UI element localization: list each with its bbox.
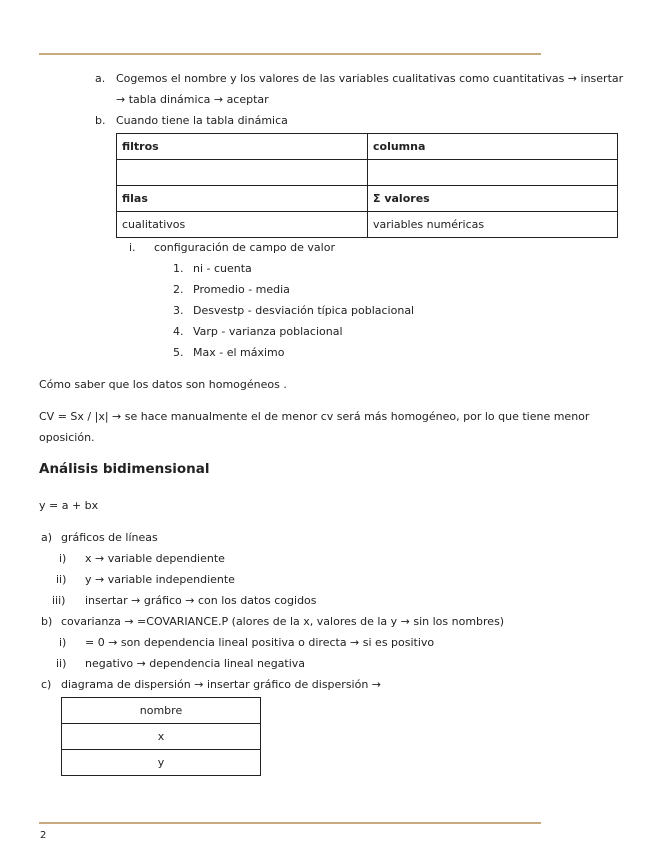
- config-item: ni - cuenta: [193, 262, 252, 275]
- config-item-marker: 4.: [173, 325, 184, 338]
- list-b-sub-marker: i): [59, 636, 67, 649]
- table-row: [62, 724, 261, 750]
- step-a-marker: a.: [95, 72, 106, 85]
- table-cell: [117, 160, 368, 186]
- table-row: [117, 212, 618, 238]
- list-a-sub: x → variable dependiente: [85, 552, 225, 565]
- pivot-table: [116, 133, 618, 238]
- list-c-text: diagrama de dispersión → insertar gráfico de dispersión →: [61, 678, 382, 691]
- table-row: [117, 160, 618, 186]
- config-item-marker: 3.: [173, 304, 184, 317]
- homogeneous-note: Cómo saber que los datos son homogéneos .: [39, 378, 287, 391]
- list-a-sub-marker: ii): [56, 573, 67, 586]
- config-item-marker: 1.: [173, 262, 184, 275]
- list-b-sub: negativo → dependencia lineal negativa: [85, 657, 306, 670]
- footer-rule: [39, 822, 541, 824]
- table-cell: [368, 160, 618, 186]
- table-cell: variables numéricas: [368, 212, 618, 238]
- list-a-sub-marker: i): [59, 552, 67, 565]
- step-a-text-cont: → tabla dinámica → aceptar: [116, 93, 269, 106]
- list-a-sub: insertar → gráfico → con los datos cogidos: [85, 594, 317, 607]
- table-row: [117, 134, 618, 160]
- table-row: [62, 698, 261, 724]
- config-item-marker: 2.: [173, 283, 184, 296]
- cv-line-1: CV = Sx / |x| → se hace manualmente el de menor cv será más homogéneo, por lo que tiene menor: [39, 410, 590, 423]
- list-a-sub: y → variable independiente: [85, 573, 235, 586]
- section-title: Análisis bidimensional: [39, 461, 210, 477]
- list-b-marker: b): [41, 615, 53, 628]
- config-item: Max - el máximo: [193, 346, 285, 359]
- table-cell: Σ valores: [368, 186, 618, 212]
- table-row: [62, 750, 261, 776]
- list-a-text: gráficos de líneas: [61, 531, 158, 544]
- step-b-marker: b.: [95, 114, 106, 127]
- table-cell: y: [62, 750, 261, 776]
- table-cell: columna: [368, 134, 618, 160]
- table-cell: nombre: [62, 698, 261, 724]
- step-a-text: Cogemos el nombre y los valores de las variables cualitativas como cuantitativas → insertar: [116, 72, 624, 85]
- step-b-text: Cuando tiene la tabla dinámica: [116, 114, 288, 127]
- list-c-marker: c): [41, 678, 52, 691]
- config-item: Varp - varianza poblacional: [193, 325, 343, 338]
- list-a-sub-marker: iii): [52, 594, 66, 607]
- config-item-marker: 5.: [173, 346, 184, 359]
- header-rule: [39, 53, 541, 55]
- cv-line-2: oposición.: [39, 431, 95, 444]
- config-text: configuración de campo de valor: [154, 241, 335, 254]
- list-a-marker: a): [41, 531, 53, 544]
- table-cell: filtros: [117, 134, 368, 160]
- config-item: Desvestp - desviación típica poblacional: [193, 304, 415, 317]
- small-table: [61, 697, 261, 776]
- page-number: 2: [40, 830, 47, 841]
- table-cell: filas: [117, 186, 368, 212]
- table-cell: x: [62, 724, 261, 750]
- list-b-sub: = 0 → son dependencia lineal positiva o directa → si es positivo: [85, 636, 435, 649]
- list-b-sub-marker: ii): [56, 657, 67, 670]
- formula: y = a + bx: [39, 499, 99, 512]
- list-b-text: covarianza → =COVARIANCE.P (alores de la x, valores de la y → sin los nombres): [61, 615, 505, 628]
- table-cell: cualitativos: [117, 212, 368, 238]
- config-marker: i.: [129, 241, 136, 254]
- config-item: Promedio - media: [193, 283, 290, 296]
- table-row: [117, 186, 618, 212]
